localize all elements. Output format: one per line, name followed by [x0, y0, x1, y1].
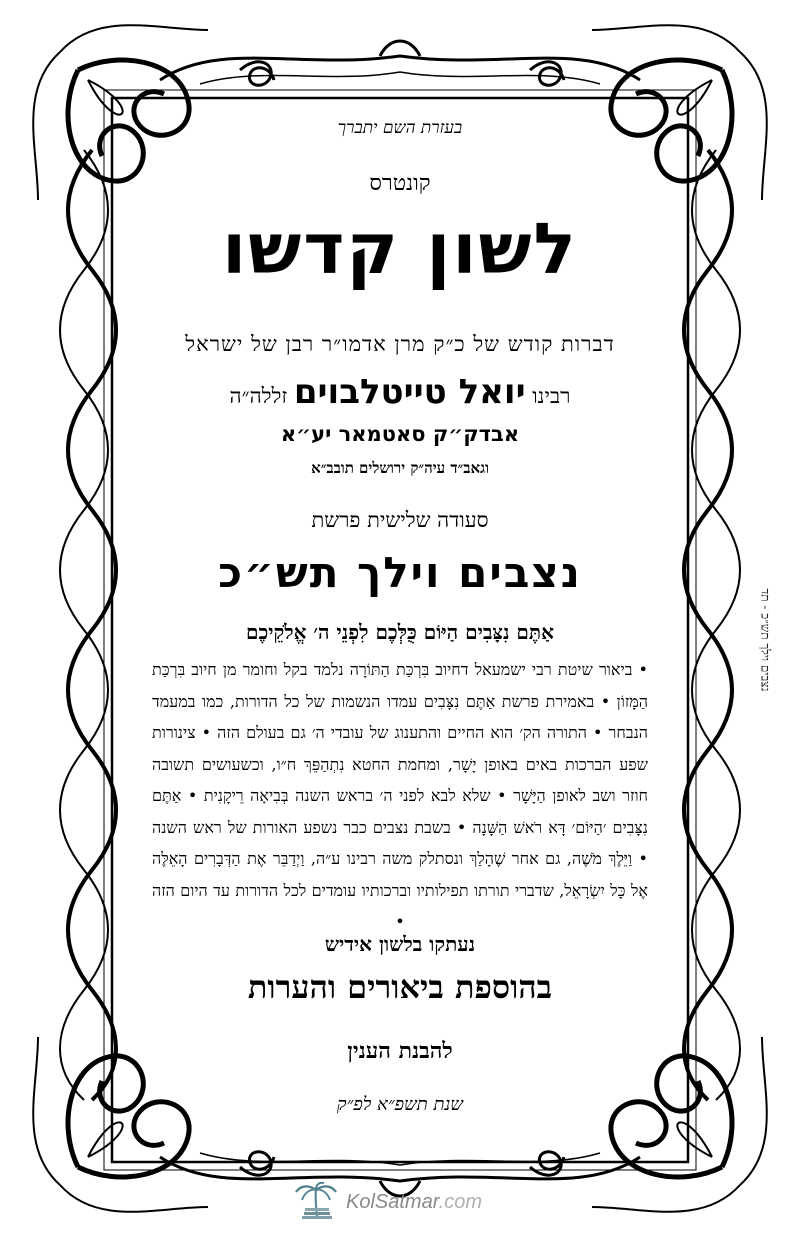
summary-paragraph: • ביאור שיטת רבי ישמעאל דחיוב בִּרְכַּת הַתּוֹרָה נלמד בקל וחומר מן חיוב בִּרְכַּת הַמָּזוֹן • באמירת פרשת אַתֶּם נִצָּבִים עמדו הנשמות של כל הדורות, כמו במעמד הנבחר • התורה הק׳ הוא החיים והתענוג של עובדי ה׳ גם בעולם הזה • צינורות שפע הברכות באים באופן יָשָׁר, ומחמת החטא נִתְהַפֵּךְ ח״ו, וכשעושים תשובה חוזר ושב לאופן הַיָּשָׁר • שלא לבא לפני ה׳ בראש השנה בְּבִיאָה רֵיקָנִית • אַתֶּם נִצָּבִים ׳הַיּוֹם׳ דָּא רֹאשׁ הַשָּׁנָה • בשבת נצבים כבר נשפע האורות של ראש השנה • וַיֵּלֶךְ מֹשֶׁה, גם אחר שֶׁהָלַךְ ונסתלק משה רבינו ע״ה, וַיְדַבֵּר אֶת הַדְּבָרִים הָאֵלֶּה אֶל כָּל יִשְׂרָאֵל, שדברי תורתו תפילותיו וברכותיו עומדים לכל הדורות עד היום הזה • [152, 660, 648, 931]
palm-tree-books-icon [294, 1182, 340, 1222]
author-suffix: זללה״ה [229, 384, 288, 408]
lehavanas-line: להבנת הענין [347, 1038, 453, 1064]
kuntres-label: קונטרס [369, 171, 431, 196]
logo-domain: .com [438, 1191, 482, 1213]
yiddish-line: נעתקו בלשון אידיש [324, 932, 476, 956]
author-name: יואל טייטלבוים [293, 372, 526, 412]
hosofa-title: בהוספת ביאורים והערות [247, 968, 553, 1006]
author-line [150, 372, 650, 412]
av-beis-din-line: אבדק״ק סאטמאר יע״א [280, 422, 520, 446]
kolsatmar-logo[interactable] [290, 1182, 530, 1222]
side-label: נצבים וילך תש״כ - תד [758, 588, 773, 692]
divrei-kodesh-line: דברות קודש של כ״ק מרן אדמו״ר רבן של ישראל [185, 332, 615, 356]
pasuk-line: אַתֶּם נִצָּבִים הַיּוֹם כֻּלְּכֶם לִפְנֵי ה׳ אֱלֹקֵיכֶם [246, 620, 554, 644]
parsha-title: נצבים וילך תש״כ [218, 548, 582, 597]
logo-name: KolSatmar [346, 1191, 439, 1213]
title-page [150, 100, 650, 1140]
help-line: בעזרת השם יתברך [337, 118, 463, 138]
main-title: לשון קדשו [222, 208, 578, 290]
logo-text [346, 1191, 482, 1214]
year-line: שנת תשפ״א לפ״ק [336, 1094, 464, 1115]
ravad-line: וגאב״ד עיה״ק ירושלים תובב״א [311, 459, 489, 477]
seuda-line: סעודה שלישית פרשת [311, 508, 489, 532]
rabeinu-prefix: רבינו [532, 384, 571, 408]
